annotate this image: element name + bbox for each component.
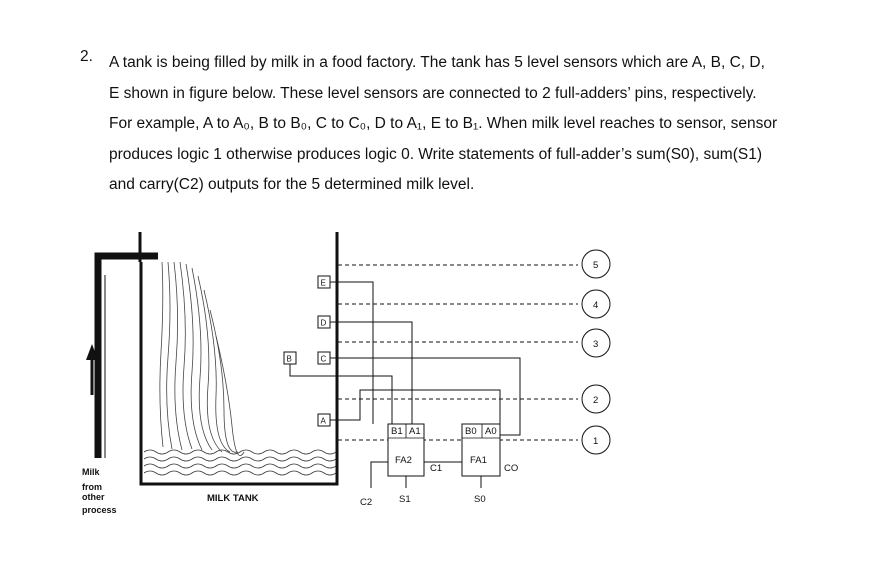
side-label [82, 467, 117, 515]
fa2-name: FA2 [395, 455, 412, 466]
fa2-input-b1: B1 [391, 426, 403, 437]
sensor-wires [337, 282, 520, 435]
sensor-c [318, 352, 337, 364]
level-3-label: 3 [593, 339, 599, 350]
full-adder-fa2 [360, 424, 424, 508]
fa1-input-b0: B0 [465, 426, 477, 437]
level-5 [582, 250, 610, 278]
side-label-line-3: other [82, 492, 105, 502]
fa1-carry-co: CO [504, 463, 519, 474]
level-1-label: 1 [593, 436, 599, 447]
level-2 [582, 385, 610, 413]
sensor-c-label: C [320, 354, 327, 364]
fa2-carry-out-c2: C2 [360, 497, 373, 508]
sensor-e-label: E [320, 278, 326, 288]
side-label-line-4: process [82, 505, 117, 515]
milk-surface [144, 450, 336, 475]
milk-stream [160, 262, 244, 456]
question-line-3: For example, A to A₀, B to B₀, C to C₀, D to A₁, E to B₁. When milk level reaches to sensor, sensor [109, 115, 778, 132]
sensor-d-label: D [320, 318, 327, 328]
level-4 [582, 290, 610, 318]
level-lines [338, 265, 578, 440]
level-2-label: 2 [593, 395, 599, 406]
level-5-label: 5 [593, 260, 599, 271]
question-line-4: produces logic 1 otherwise produces logic 0. Write statements of full-adder’s sum(S0), sum(S1) [109, 145, 763, 163]
inlet-pipe [98, 232, 158, 458]
fa2-carry-in-c1: C1 [430, 463, 443, 474]
question-line-1: A tank is being filled by milk in a food factory. The tank has 5 level sensors which are A, B, C, D, [109, 54, 765, 71]
fa1-name: FA1 [470, 455, 487, 466]
tank-walls [141, 232, 337, 484]
question-number: 2. [80, 48, 93, 65]
sensor-b-label: B [286, 354, 292, 364]
level-1 [582, 426, 610, 454]
fa1-input-a0: A0 [485, 426, 497, 437]
fa2-sum-s1: S1 [399, 494, 411, 505]
tank-label: MILK TANK [207, 493, 259, 504]
sensor-a-label: A [320, 416, 326, 426]
fa2-input-a1: A1 [409, 426, 421, 437]
question-line-2: E shown in figure below. These level sensors are connected to 2 full-adders’ pins, respectively. [109, 84, 757, 102]
level-3 [582, 329, 610, 357]
sensor-e [318, 276, 337, 288]
level-4-label: 4 [593, 300, 599, 311]
side-label-line-1: Milk [82, 467, 100, 477]
sensor-a [318, 414, 337, 426]
full-adder-fa1 [462, 424, 518, 505]
side-label-line-2: from [82, 482, 102, 492]
fa1-sum-s0: S0 [474, 494, 486, 505]
question-line-5: and carry(C2) outputs for the 5 determined milk level. [109, 176, 475, 193]
sensor-d [318, 316, 337, 328]
